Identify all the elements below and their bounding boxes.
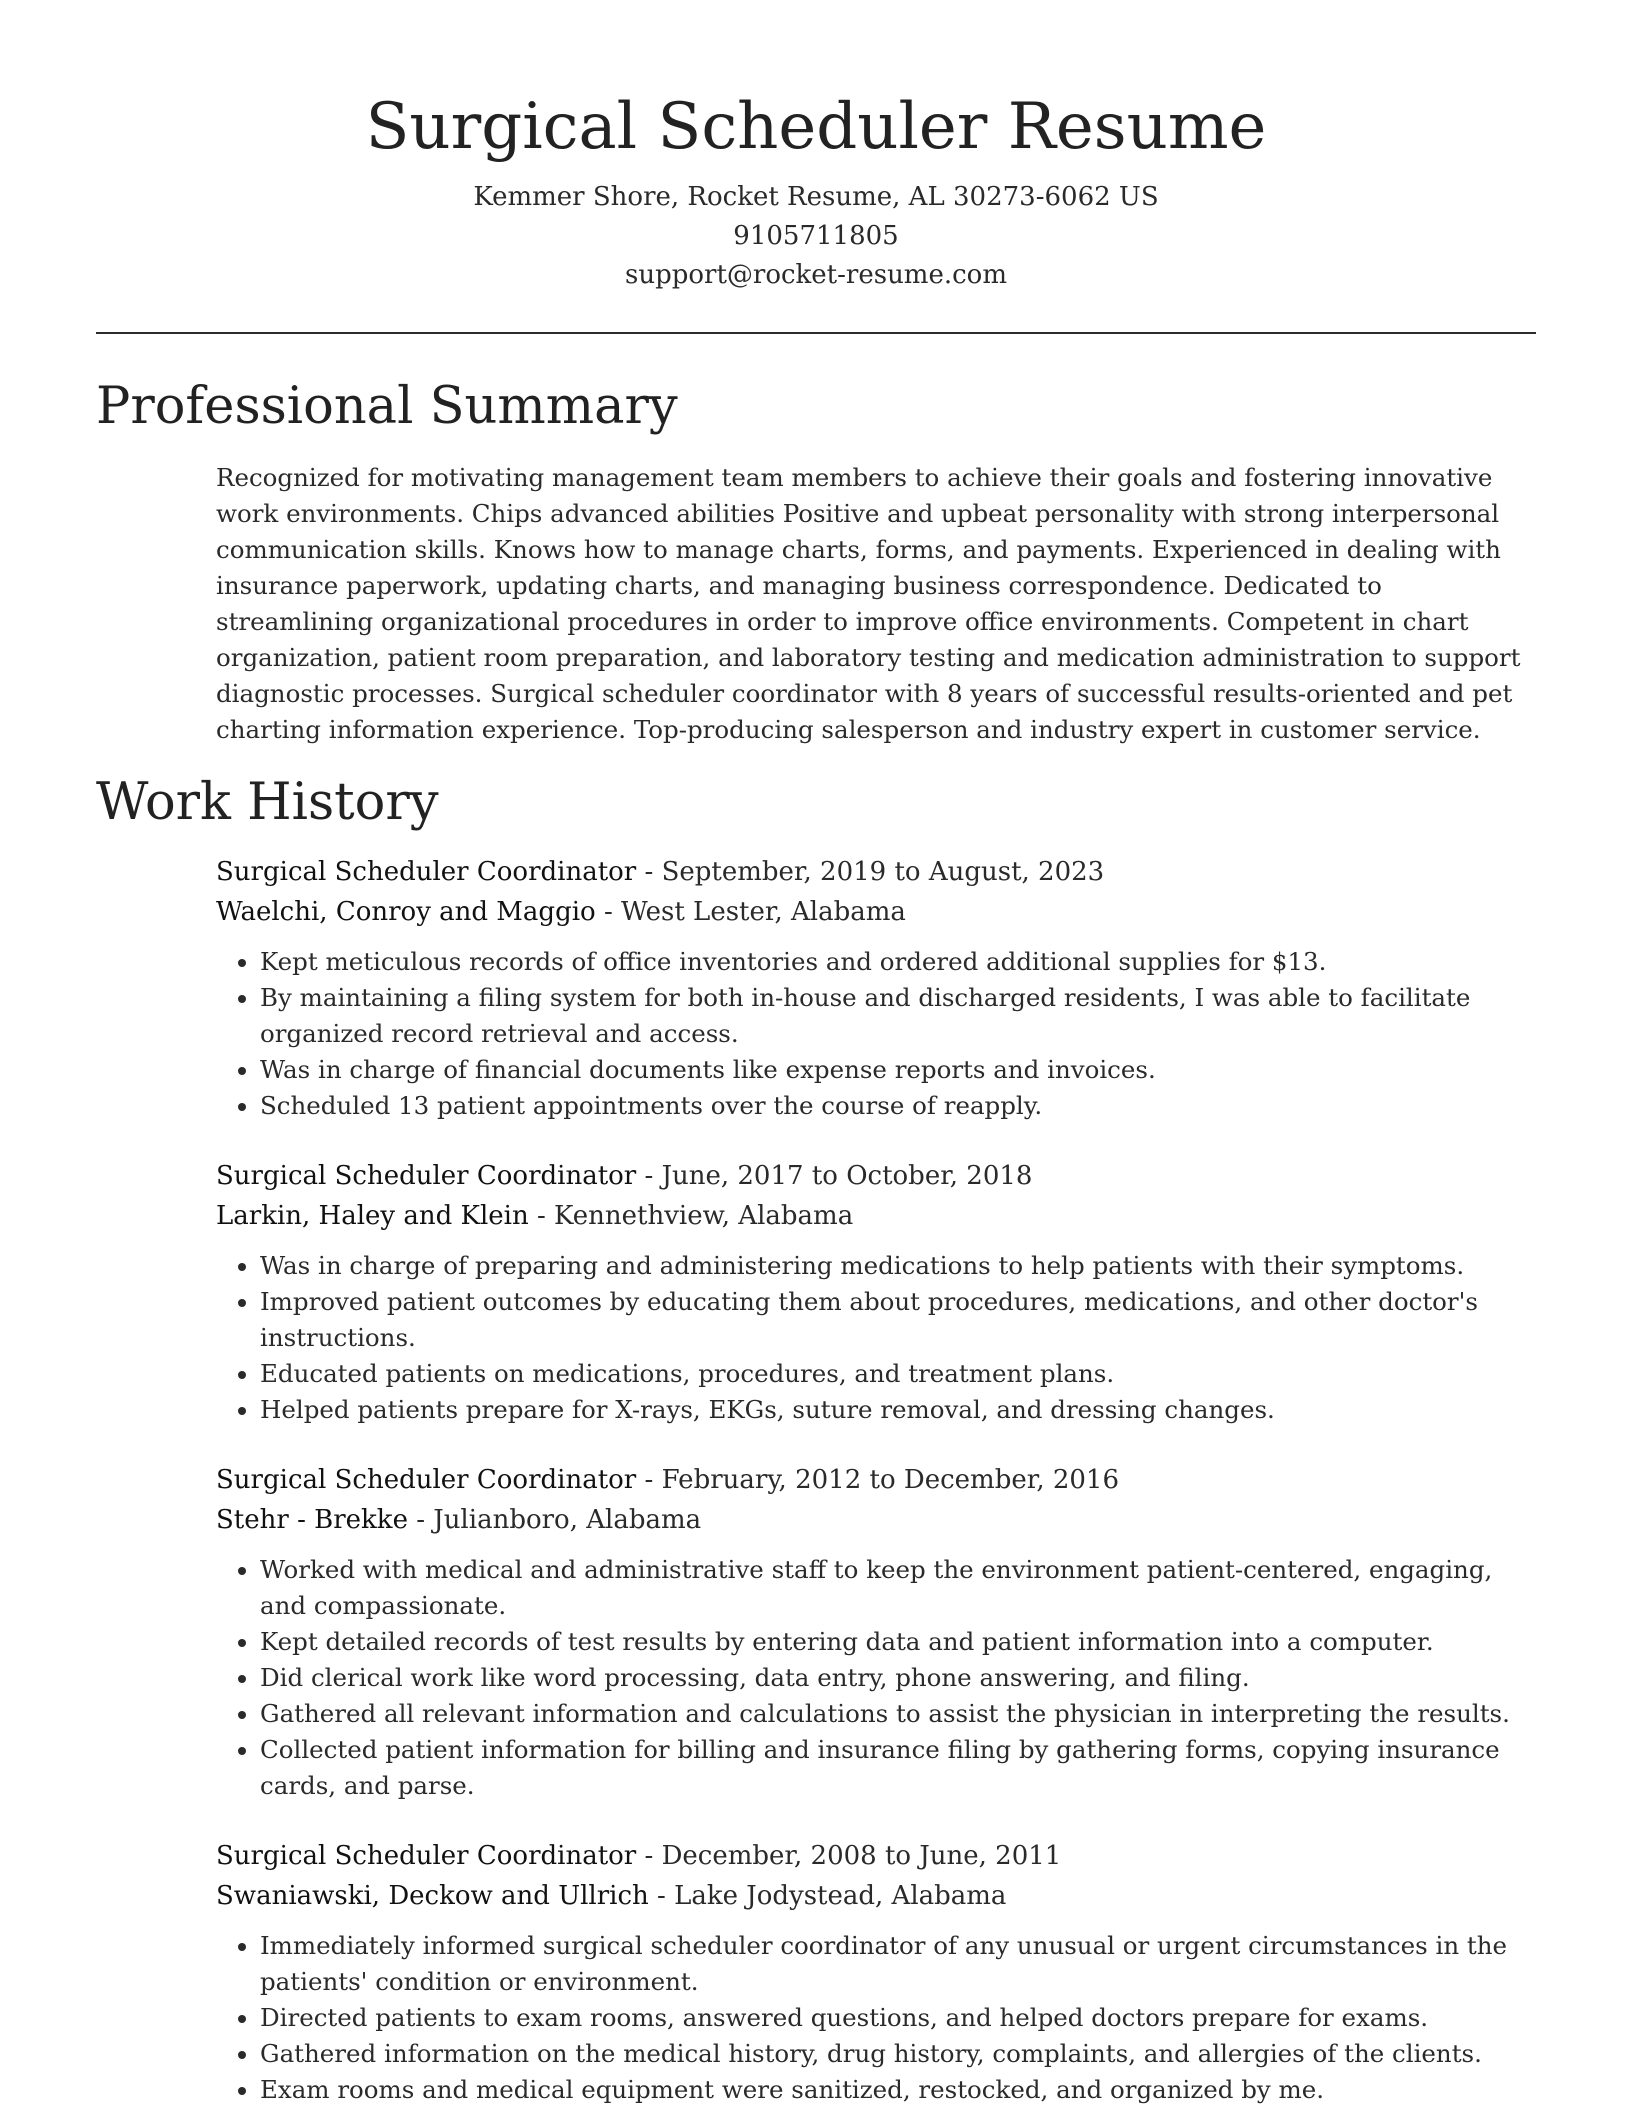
job-company: Larkin, Haley and Klein xyxy=(216,1201,529,1231)
summary-heading: Professional Summary xyxy=(96,377,678,436)
job-title-line xyxy=(216,1460,1536,1500)
job-bullet: • Kept detailed records of test results by entering data and patient information into a computer. xyxy=(260,1624,1536,1660)
phone-text: 9105711805 xyxy=(733,221,899,251)
job-role: Surgical Scheduler Coordinator xyxy=(216,1161,637,1191)
job-entry xyxy=(216,852,1536,1124)
job-role: Surgical Scheduler Coordinator xyxy=(216,1841,637,1871)
job-bullet: • Worked with medical and administrative staff to keep the environment patient-centered, engaging, and compassionate. xyxy=(260,1552,1536,1624)
job-bullet-list xyxy=(216,1928,1536,2108)
email-text: support@rocket-resume.com xyxy=(624,260,1007,290)
job-bullet: • Did clerical work like word processing, data entry, phone answering, and filing. xyxy=(260,1660,1536,1696)
job-company-line xyxy=(216,1876,1536,1916)
job-company-line xyxy=(216,1500,1536,1540)
job-bullet: • Improved patient outcomes by educating them about procedures, medications, and other doctor's instructions. xyxy=(260,1284,1536,1356)
job-dates: - June, 2017 to October, 2018 xyxy=(636,1161,1033,1191)
job-dates: - September, 2019 to August, 2023 xyxy=(636,857,1105,887)
job-bullet: • Directed patients to exam rooms, answered questions, and helped doctors prepare for exams. xyxy=(260,2000,1536,2036)
job-bullet: • Educated patients on medications, procedures, and treatment plans. xyxy=(260,1356,1536,1392)
job-bullet: • Exam rooms and medical equipment were sanitized, restocked, and organized by me. xyxy=(260,2072,1536,2108)
job-bullet-list xyxy=(216,1552,1536,1804)
job-location: - West Lester, Alabama xyxy=(595,897,906,927)
job-bullet: • Scheduled 13 patient appointments over the course of reapply. xyxy=(260,1088,1536,1124)
job-bullet: • Gathered all relevant information and calculations to assist the physician in interpreting the results. xyxy=(260,1696,1536,1732)
job-bullet: • Helped patients prepare for X-rays, EKGs, suture removal, and dressing changes. xyxy=(260,1392,1536,1428)
job-company: Swaniawski, Deckow and Ullrich xyxy=(216,1881,649,1911)
job-entry xyxy=(216,1460,1536,1804)
job-role: Surgical Scheduler Coordinator xyxy=(216,1465,637,1495)
header-divider xyxy=(96,332,1536,334)
job-bullet: • Gathered information on the medical history, drug history, complaints, and allergies of the clients. xyxy=(260,2036,1536,2072)
job-bullet-list xyxy=(216,1248,1536,1428)
job-title-line xyxy=(216,852,1536,892)
job-location: - Kennethview, Alabama xyxy=(528,1201,854,1231)
job-title-line xyxy=(216,1156,1536,1196)
contact-block xyxy=(96,178,1536,295)
job-bullet: • Immediately informed surgical scheduler coordinator of any unusual or urgent circumstances in the patients' condition or environment. xyxy=(260,1928,1536,2000)
job-bullet: • By maintaining a filing system for both in-house and discharged residents, I was able to facilitate organized record retrieval and access. xyxy=(260,980,1536,1052)
job-title-line xyxy=(216,1836,1536,1876)
job-bullet: • Kept meticulous records of office inventories and ordered additional supplies for $13. xyxy=(260,944,1536,980)
resume-title: Surgical Scheduler Resume xyxy=(365,90,1267,164)
job-bullet: • Was in charge of financial documents like expense reports and invoices. xyxy=(260,1052,1536,1088)
job-location: - Julianboro, Alabama xyxy=(407,1505,702,1535)
job-company: Waelchi, Conroy and Maggio xyxy=(216,897,596,927)
job-bullet: • Was in charge of preparing and administering medications to help patients with their symptoms. xyxy=(260,1248,1536,1284)
job-entry xyxy=(216,1836,1536,2108)
summary-text: Recognized for motivating management team members to achieve their goals and fostering innovative work environments. Chips advanced abilities Positive and upbeat personality with strong interpersonal communication skills. Knows how to manage charts, forms, and payments. Experienced in dealing with insurance paperwork, updating charts, and managing business correspondence. Dedicated to streamlining organizational procedures in order to improve office environments. Competent in chart organization, patient room preparation, and laboratory testing and medication administration to support diagnostic processes. Surgical scheduler coordinator with 8 years of successful results-oriented and pet charting information experience. Top-producing salesperson and industry expert in customer service. xyxy=(216,463,1521,744)
job-bullet: • Collected patient information for billing and insurance filing by gathering forms, copying insurance cards, and parse. xyxy=(260,1732,1536,1804)
job-location: - Lake Jodystead, Alabama xyxy=(648,1881,1007,1911)
job-dates: - December, 2008 to June, 2011 xyxy=(636,1841,1062,1871)
work-history-heading: Work History xyxy=(96,773,439,832)
job-role: Surgical Scheduler Coordinator xyxy=(216,857,637,887)
address-text: Kemmer Shore, Rocket Resume, AL 30273-6062 US xyxy=(473,182,1159,212)
job-entry xyxy=(216,1156,1536,1428)
job-bullet-list xyxy=(216,944,1536,1124)
job-company-line xyxy=(216,1196,1536,1236)
job-company-line xyxy=(216,892,1536,932)
job-dates: - February, 2012 to December, 2016 xyxy=(636,1465,1120,1495)
job-company: Stehr - Brekke xyxy=(216,1505,408,1535)
resume-page xyxy=(96,0,1536,2108)
